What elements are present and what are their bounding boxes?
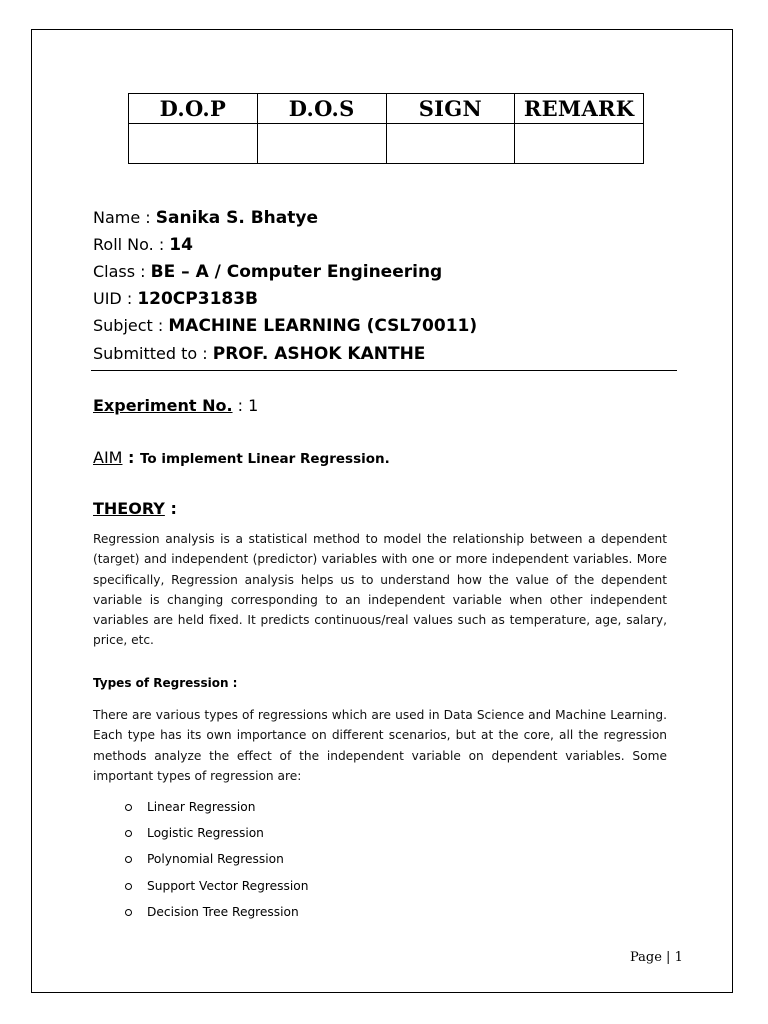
list-item-label: Logistic Regression bbox=[147, 826, 264, 841]
header-grid bbox=[128, 93, 644, 164]
theory-paragraph-1: Regression analysis is a statistical method to model the relationship between a dependent (target) and independent (predictor) variables with one or more independent variables. More specifically, Regression analysis helps us to understand how the value of the dependent variable is changing corresponding to an independent variable when other independent variables are held fixed. It predicts continuous/real values such as temperature, age, salary, price, etc. bbox=[93, 532, 667, 648]
bullet-icon bbox=[125, 804, 132, 811]
uid-line bbox=[93, 285, 258, 313]
aim-text: To implement Linear Regression. bbox=[140, 451, 390, 467]
list-item bbox=[125, 877, 308, 903]
list-item bbox=[125, 824, 308, 850]
grid-cell-sign bbox=[386, 124, 515, 164]
subject-label: Subject : bbox=[93, 316, 169, 335]
uid-label: UID : bbox=[93, 289, 138, 308]
name-label: Name : bbox=[93, 208, 156, 227]
grid-cell-dop bbox=[129, 124, 258, 164]
list-item-label: Linear Regression bbox=[147, 800, 256, 814]
theory-label: THEORY bbox=[93, 499, 165, 518]
experiment-label: Experiment No. bbox=[93, 396, 233, 415]
bullet-icon bbox=[125, 909, 132, 916]
list-item-label: Decision Tree Regression bbox=[147, 904, 299, 919]
submitted-label: Submitted to : bbox=[93, 344, 213, 363]
list-item-label: Support Vector Regression bbox=[147, 878, 309, 893]
subject-value: MACHINE LEARNING (CSL70011) bbox=[168, 316, 478, 336]
roll-value: 14 bbox=[169, 235, 193, 255]
grid-header-dos: D.O.S bbox=[257, 94, 386, 124]
aim-line bbox=[93, 448, 390, 467]
page-number: Page | 1 bbox=[630, 950, 683, 965]
student-name-line bbox=[93, 204, 318, 232]
aim-label: AIM bbox=[93, 448, 123, 467]
list-item bbox=[125, 850, 308, 876]
list-item bbox=[125, 798, 308, 824]
roll-label: Roll No. : bbox=[93, 235, 170, 254]
regression-types-list bbox=[125, 798, 308, 929]
class-label: Class : bbox=[93, 262, 151, 281]
experiment-number: 1 bbox=[248, 396, 259, 415]
theory-heading bbox=[93, 499, 177, 518]
class-value: BE – A / Computer Engineering bbox=[150, 262, 443, 282]
subject-line bbox=[93, 312, 477, 340]
grid-header-remark: REMARK bbox=[515, 94, 644, 124]
submitted-value: PROF. ASHOK KANTHE bbox=[212, 344, 426, 364]
experiment-line bbox=[93, 396, 258, 415]
bullet-icon bbox=[125, 856, 132, 863]
experiment-sep: : bbox=[232, 396, 249, 415]
grid-header-sign: SIGN bbox=[386, 94, 515, 124]
class-line bbox=[93, 258, 442, 286]
bullet-icon bbox=[125, 883, 132, 890]
grid-header-dop: D.O.P bbox=[129, 94, 258, 124]
theory-paragraph-2: There are various types of regressions which are used in Data Science and Machine Learning. Each type has its own importance on different scenarios, but at the core, all the regression methods analyze the effect of the independent variable on dependent variables. Some important types of regression are: bbox=[93, 708, 667, 783]
bullet-icon bbox=[125, 830, 132, 837]
types-heading: Types of Regression : bbox=[93, 676, 238, 690]
aim-sep: : bbox=[122, 448, 141, 467]
grid-cell-dos bbox=[257, 124, 386, 164]
section-divider bbox=[91, 370, 677, 371]
submitted-to-line bbox=[93, 340, 425, 368]
list-item-label: Polynomial Regression bbox=[147, 852, 284, 867]
list-item bbox=[125, 903, 308, 929]
grid-cell-remark bbox=[515, 124, 644, 164]
name-value: Sanika S. Bhatye bbox=[155, 208, 318, 228]
roll-number-line bbox=[93, 231, 193, 259]
uid-value: 120CP3183B bbox=[137, 289, 259, 309]
theory-sep: : bbox=[164, 499, 177, 518]
